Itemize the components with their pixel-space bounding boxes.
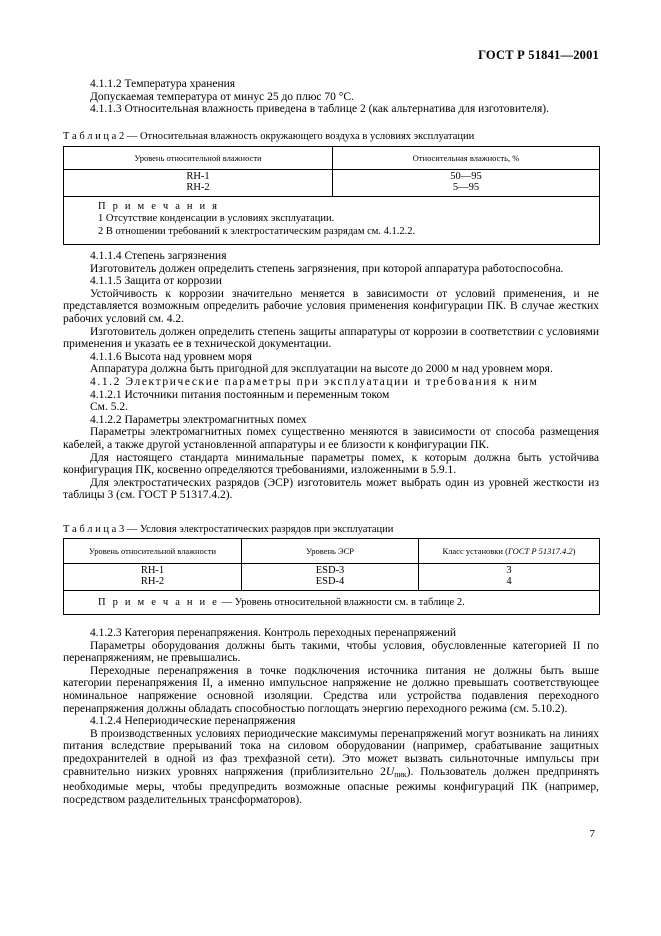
paragraph: Устойчивость к коррозии значительно меняется в зависимости от условий применения, и не представляется возможным определить рабочие условия применения конфигурации ПК. В случае жестких рабочих условий см. 4.2. <box>63 287 599 325</box>
table-cell <box>242 564 419 591</box>
paragraph: Параметры электромагнитных помех существенно меняются в зависимости от способа размещения кабелей, а также другой установленной аппаратуры и ее близости к конфигурации ПК. <box>63 426 599 451</box>
clause-heading: 4.1.2.3 Категория перенапряжения. Контроль переходных перенапряжений <box>90 627 457 639</box>
notes-title: П р и м е ч а н и я <box>98 201 220 212</box>
table-notes-row <box>64 197 600 245</box>
note-lead: П р и м е ч а н и е <box>98 596 220 608</box>
clause-heading: 4.1.1.6 Высота над уровнем моря <box>90 350 252 363</box>
header-text: Класс установки ( <box>442 546 508 556</box>
paragraph: Для настоящего стандарта минимальные параметры помех, к которым должна быть устойчива конфигурация ПК, косвенно определяются требованиями, изложенными в 5.9.1. <box>63 451 599 477</box>
table-row <box>64 170 600 197</box>
clause-heading: 4.1.1.5 Защита от коррозии <box>90 275 222 288</box>
table3 <box>63 538 600 615</box>
cell-value: 5—95 <box>452 181 480 193</box>
table-cell <box>64 170 333 197</box>
header-close: ) <box>572 546 576 556</box>
paragraph: Допускаемая температура от минус 25 до плюс 70 °С. <box>90 90 354 103</box>
table-notes-row <box>64 591 600 615</box>
cell-value: RH-2 <box>140 575 165 587</box>
page-number: 7 <box>589 828 595 840</box>
note-text: — Уровень относительной влажности см. в таблице 2. <box>219 596 465 608</box>
paragraph <box>63 728 599 807</box>
cell-value: ESD-3 <box>315 565 345 576</box>
table-cell <box>64 564 242 591</box>
clause-heading: 4.1.2.4 Непериодические перенапряжения <box>90 715 296 728</box>
paragraph-text: В производственных условиях периодические максимумы перенапряжений могут возникать на линиях питания вследствие прерываний тока на силовом оборудовании (например, срабатывание защитных предохранителей в одной из фаз трехфазной сети). Это может вызвать сильноточные импульсы при сравнительно низких уровнях напряжения (приблизительно 2 <box>63 727 599 778</box>
clause-heading: 4.1.2 Электрические параметры при эксплуатации и требования к ним <box>90 375 539 388</box>
section-conditions <box>63 250 599 502</box>
caption-lead: Т а б л и ц а <box>63 131 117 142</box>
cell-value: 50—95 <box>450 171 482 182</box>
cell-value: RH-1 <box>186 171 210 182</box>
paragraph: Аппаратура должна быть пригодной для эксплуатации на высоте до 2000 м над уровнем моря. <box>90 363 553 376</box>
paragraph: 4.1.1.3 Относительная влажность приведена в таблице 2 (как альтернатива для изготовителя). <box>90 103 549 116</box>
voltage-subscript: пик <box>394 769 407 779</box>
clause-heading: 4.1.2.1 Источники питания постоянным и переменным током <box>90 388 390 401</box>
column-header <box>419 539 600 564</box>
paragraph: Изготовитель должен определить степень защиты аппаратуры от коррозии в соответствии с условиями применения и указать ее в технической документации. <box>63 325 599 351</box>
paragraph: Для электростатических разрядов (ЭСР) изготовитель может выбрать один из уровней жесткости из таблицы 3 (см. ГОСТ Р 51317.4.2). <box>63 476 599 502</box>
paragraph: Параметры оборудования должны быть такими, чтобы условия, обусловленные категорией II по перенапряжениям, не превышались. <box>63 639 599 665</box>
column-header: Относительная влажность, % <box>333 147 600 170</box>
paragraph: См. 5.2. <box>90 401 128 414</box>
table2-caption <box>63 131 599 144</box>
column-header: Уровень относительной влажности <box>64 539 242 564</box>
note-item: 1 Отсутствие конденсации в условиях эксплуатации. <box>98 213 335 225</box>
cell-value: ESD-4 <box>315 575 345 587</box>
table-cell <box>419 564 600 591</box>
cell-value: 4 <box>506 575 512 587</box>
column-header: Уровень ЭСР <box>242 539 419 564</box>
paragraph: Переходные перенапряжения в точке подключения источника питания не должны быть выше категории перенапряжения II, а именно импульсное напряжение не должно превышать соответствующее номинальное напряжение основной изоляции. Средства или устройства подавления переходного перенапряжения должны обладать способностью поглощать энергию переходного режима (см. 5.10.2). <box>63 664 599 715</box>
header-reference: ГОСТ Р 51317.4.2 <box>507 546 573 556</box>
table-header-row <box>64 147 600 170</box>
table-cell <box>333 170 600 197</box>
section-storage <box>63 78 599 116</box>
clause-heading: 4.1.2.2 Параметры электромагнитных помех <box>90 413 307 426</box>
caption-lead: Т а б л и ц а <box>63 524 117 535</box>
caption-text: 2 — Относительная влажность окружающего воздуха в условиях эксплуатации <box>118 131 475 142</box>
paragraph-text: ). Пользователь должен предпринять необходимые меры, чтобы предупредить возможные опасные режимы конфигураций ПК (например, посредством разделительных трансформаторов). <box>63 765 599 806</box>
voltage-symbol: U <box>385 765 395 778</box>
caption-text: 3 — Условия электростатических разрядов при эксплуатации <box>118 524 394 535</box>
clause-heading: 4.1.1.4 Степень загрязнения <box>90 250 227 262</box>
cell-value: 3 <box>506 565 512 576</box>
cell-value: RH-2 <box>186 181 210 193</box>
column-header: Уровень относительной влажности <box>64 147 333 170</box>
clause-heading: 4.1.1.2 Температура хранения <box>90 78 236 90</box>
table-notes <box>64 197 600 245</box>
table-header-row <box>64 539 600 564</box>
section-overvoltage <box>63 627 599 806</box>
table-note <box>64 591 600 615</box>
table3-wrapper <box>63 538 600 615</box>
table-row <box>64 564 600 591</box>
table2-wrapper <box>63 146 600 245</box>
table2 <box>63 146 600 245</box>
note-item: 2 В отношении требований к электростатическим разрядам см. 4.1.2.2. <box>98 225 416 237</box>
table3-caption <box>63 524 599 537</box>
cell-value: RH-1 <box>140 565 165 576</box>
paragraph: Изготовитель должен определить степень загрязнения, при которой аппаратура работоспособна. <box>90 262 564 275</box>
standard-header: ГОСТ Р 51841—2001 <box>478 48 599 62</box>
